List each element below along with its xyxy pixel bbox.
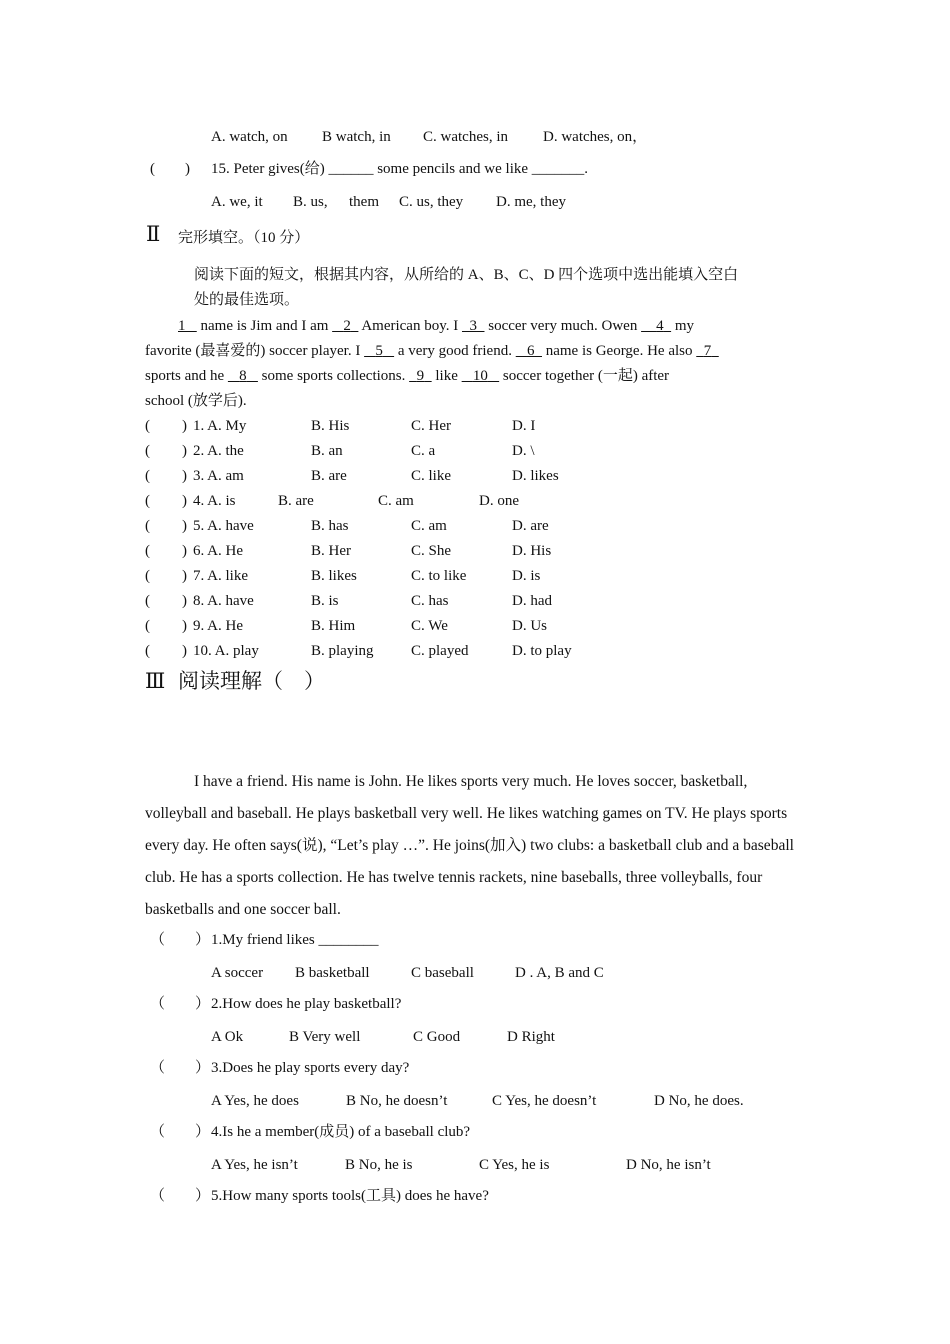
blank-2[interactable]: 2 [343,318,351,334]
q14-option-a[interactable]: A. watch, on [211,129,288,145]
option-a[interactable]: A Ok [211,1029,244,1045]
answer-paren-open[interactable]: ( [145,443,150,459]
option-b[interactable]: B. likes [311,568,357,584]
option-a[interactable]: 7. A. like [193,568,248,584]
option-b[interactable]: B. His [311,418,350,434]
section-2-instruction: 阅读下面的短文，根据其内容，从所给的 A、B、C、D 四个选项中选出能填入空白 [194,267,739,283]
blank-5[interactable]: 5 [375,343,383,359]
option-c[interactable]: C. am [378,493,414,509]
reading-passage: I have a friend. His name is John. He likes sports very much. He loves soccer, basketball, volleyball and baseball. He plays basketball very well. He likes watching games on TV. He plays sports every day. He often says(说), “Let’s play …”. He joins(加入) two clubs: a basketball club and a baseball club. He has a sports collection. He has twelve tennis rackets, nine baseballs, three volleyballs, four basketballs and one soccer ball. [145,773,794,918]
option-a[interactable]: 5. A. have [193,518,254,534]
answer-paren[interactable]: （ ） [150,996,211,1012]
option-a[interactable]: 9. A. He [193,618,243,634]
answer-paren-close: ) [182,443,187,459]
option-c[interactable]: C. am [411,518,447,534]
answer-paren-close: ) [182,518,187,534]
option-b[interactable]: B. are [311,468,347,484]
option-c[interactable]: C Good [413,1029,461,1045]
answer-paren-close: ) [182,618,187,634]
option-c[interactable]: C Yes, he is [479,1157,550,1173]
answer-paren[interactable]: （ ） [150,932,211,948]
answer-paren-open[interactable]: ( [145,518,150,534]
option-a[interactable]: A soccer [211,965,264,981]
answer-paren-close: ) [182,543,187,559]
blank-10[interactable]: 10 [472,368,488,384]
option-c[interactable]: C. has [411,593,449,609]
option-d[interactable]: D. are [512,518,549,534]
answer-paren-open[interactable]: ( [145,543,150,559]
answer-paren-open[interactable]: ( [145,593,150,609]
q14-option-d[interactable]: D. watches, on， [543,129,648,145]
option-d[interactable]: D. His [512,543,552,559]
answer-paren-open[interactable]: ( [145,418,150,434]
blank-7[interactable]: 7 [703,343,712,359]
option-b[interactable]: B. has [311,518,349,534]
option-a[interactable]: 3. A. am [193,468,244,484]
q15-option-c[interactable]: C. us, they [399,194,464,210]
option-c[interactable]: C. played [411,643,469,659]
option-b[interactable]: B basketball [295,965,370,981]
option-d[interactable]: D. likes [512,468,559,484]
question-stem: 4.Is he a member(成员) of a baseball club? [211,1124,471,1140]
section-2-title: 完形填空。（10 分） [178,230,310,246]
option-b[interactable]: B. are [278,493,314,509]
option-c[interactable]: C. She [411,543,452,559]
option-a[interactable]: 6. A. He [193,543,243,559]
option-d[interactable]: D. had [512,593,552,609]
option-d[interactable]: D. is [512,568,541,584]
question-stem: 1.My friend likes ________ [211,932,379,948]
q14-option-b[interactable]: B watch, in [322,129,391,145]
option-d[interactable]: D No, he isn’t [626,1157,711,1173]
option-a[interactable]: 2. A. the [193,443,244,459]
option-c[interactable]: C. like [411,468,451,484]
option-a[interactable]: 8. A. have [193,593,254,609]
section-2-instruction-cont: 处的最佳选项。 [194,292,300,308]
question-stem: 5.How many sports tools(工具) does he have? [211,1188,489,1204]
option-b[interactable]: B. Her [311,543,351,559]
option-d[interactable]: D. to play [512,643,572,659]
option-c[interactable]: C baseball [411,965,474,981]
passage-line: school (放学后). [145,393,247,409]
option-c[interactable]: C. to like [411,568,467,584]
q15-option-d[interactable]: D. me, they [496,194,566,210]
option-a[interactable]: A Yes, he does [211,1093,299,1109]
option-c[interactable]: C Yes, he doesn’t [492,1093,597,1109]
answer-paren-close: ) [182,593,187,609]
q15-option-b[interactable]: B. us, [293,194,328,210]
q15-option-a[interactable]: A. we, it [211,194,263,210]
section-2-numeral: Ⅱ [146,222,161,246]
option-d[interactable]: D. I [512,418,536,434]
blank-9[interactable]: 9 [416,368,425,384]
answer-paren[interactable]: ( ) [150,161,190,177]
section-3-numeral: Ⅲ [145,669,166,693]
q14-option-c[interactable]: C. watches, in [423,129,508,145]
question-stem: 2.How does he play basketball? [211,996,402,1012]
q15-option-b-cont: them [349,194,379,210]
option-a[interactable]: 1. A. My [193,418,247,434]
answer-paren-close: ) [182,643,187,659]
option-d[interactable]: D . A, B and C [515,965,604,981]
option-d[interactable]: D. Us [512,618,548,634]
option-b[interactable]: B No, he is [345,1157,413,1173]
blank-3[interactable]: 3 [469,318,477,334]
answer-paren[interactable]: （ ） [150,1060,211,1076]
option-c[interactable]: C. We [411,618,448,634]
option-d[interactable]: D No, he does. [654,1093,744,1109]
option-b[interactable]: B No, he doesn’t [346,1093,448,1109]
option-a[interactable]: 10. A. play [193,643,259,659]
answer-paren-close: ) [182,418,187,434]
blank-1[interactable]: 1 [178,318,186,334]
option-b[interactable]: B Very well [289,1029,361,1045]
answer-paren-open[interactable]: ( [145,643,150,659]
option-b[interactable]: B. playing [311,643,374,659]
option-b[interactable]: B. Him [311,618,356,634]
blank-6[interactable]: 6 [526,343,535,359]
option-d[interactable]: D Right [507,1029,555,1045]
answer-paren-open[interactable]: ( [145,568,150,584]
option-a[interactable]: 4. A. is [193,493,236,509]
blank-8[interactable]: 8 [239,368,247,384]
question-stem: 15. Peter gives(给) ______ some pencils and we like _______. [211,161,589,177]
answer-paren-open[interactable]: ( [145,618,150,634]
blank-4[interactable]: 4 [656,318,664,334]
option-b[interactable]: B. an [311,443,343,459]
section-3-title: 阅读理解（ ） [178,669,325,693]
option-c[interactable]: C. Her [411,418,451,434]
answer-paren-close: ) [182,493,187,509]
answer-paren-close: ) [182,568,187,584]
option-d[interactable]: D. one [479,493,519,509]
question-stem: 3.Does he play sports every day? [211,1060,410,1076]
answer-paren-open[interactable]: ( [145,493,150,509]
option-b[interactable]: B. is [311,593,339,609]
answer-paren[interactable]: （ ） [150,1188,211,1204]
option-a[interactable]: A Yes, he isn’t [211,1157,298,1173]
option-d[interactable]: D. \ [512,443,535,459]
answer-paren[interactable]: （ ） [150,1124,211,1140]
answer-paren-open[interactable]: ( [145,468,150,484]
option-c[interactable]: C. a [411,443,436,459]
answer-paren-close: ) [182,468,187,484]
